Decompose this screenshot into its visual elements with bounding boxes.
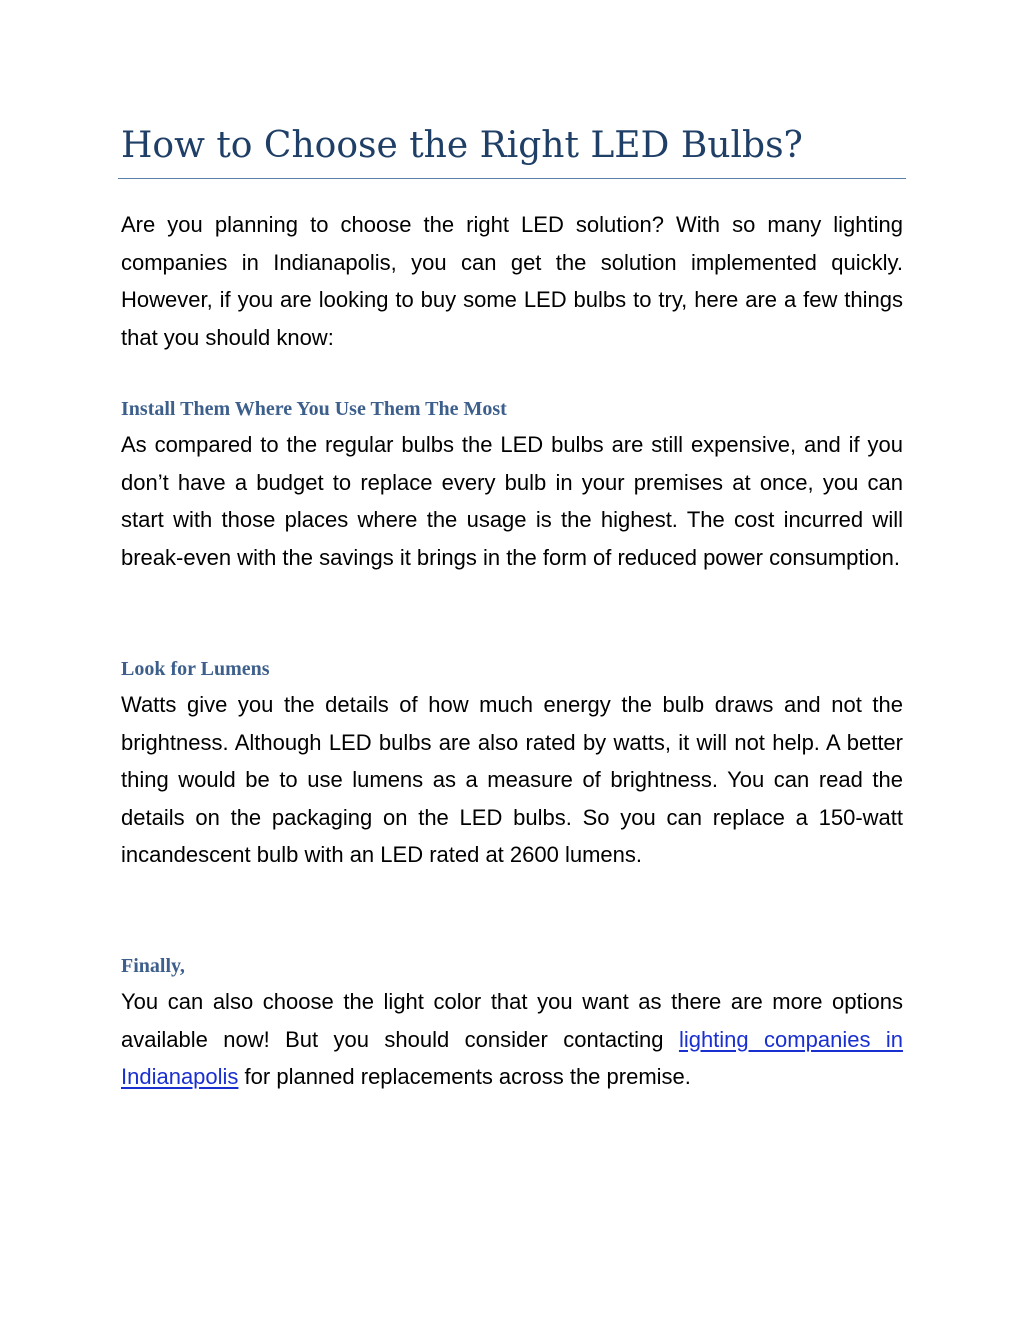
finally-text-before-link: You can also choose the light color that you want as there are more options available now! But you should consider contacting	[121, 989, 903, 1052]
section-finally	[121, 949, 903, 1096]
finally-text-after-link: for planned replacements across the premise.	[238, 1064, 691, 1089]
lighting-companies-link[interactable]: lighting companies in Indianapolis	[121, 1026, 903, 1089]
section-heading-install: Install Them Where You Use Them The Most	[121, 398, 507, 420]
intro-section	[121, 206, 903, 356]
section-install	[121, 392, 903, 576]
intro-paragraph: Are you planning to choose the right LED solution? With so many lighting companies in Indianapolis, you can get the solution implemented quickly. However, if you are looking to buy some LED bulbs to try, here are a few things that you should know:	[121, 212, 903, 350]
section-paragraph-lumens: Watts give you the details of how much energy the bulb draws and not the brightness. Although LED bulbs are also rated by watts, it will not help. A better thing would be to use lumens as a measure of brightness. You can read the details on the packaging on the LED bulbs. So you can replace a 150-watt incandescent bulb with an LED rated at 2600 lumens.	[121, 692, 903, 867]
section-lumens	[121, 652, 903, 874]
section-heading-finally: Finally,	[121, 955, 185, 977]
title-underline-divider	[118, 178, 906, 179]
page-title: How to Choose the Right LED Bulbs?	[121, 125, 803, 166]
document-page	[121, 120, 903, 1089]
section-heading-lumens: Look for Lumens	[121, 658, 270, 680]
section-paragraph-finally	[121, 983, 903, 1096]
section-paragraph-install: As compared to the regular bulbs the LED bulbs are still expensive, and if you don’t have a budget to replace every bulb in your premises at once, you can start with those places where the usage is the highest. The cost incurred will break-even with the savings it brings in the form of reduced power consumption.	[121, 432, 903, 570]
